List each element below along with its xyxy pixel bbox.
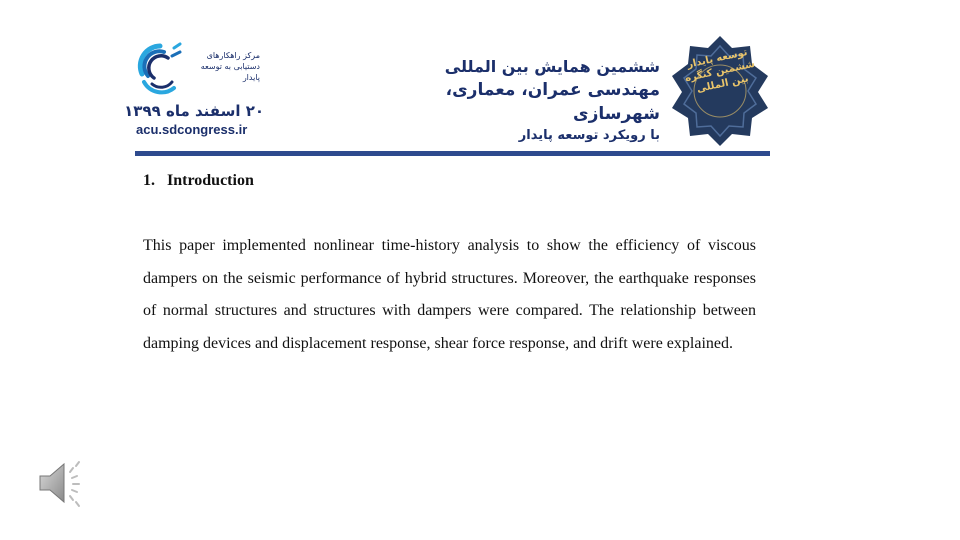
conference-emblem [668, 34, 772, 148]
header [0, 0, 960, 160]
site-url[interactable]: acu.sdcongress.ir [136, 122, 248, 137]
conference-title-line2: مهندسی عمران، معماری، شهرسازی [445, 80, 660, 124]
header-divider [135, 151, 770, 156]
paper-content [143, 170, 756, 360]
speaker-icon[interactable] [36, 458, 92, 508]
conference-title [405, 56, 660, 146]
section-title: Introduction [167, 172, 254, 189]
section-number: 1. [143, 172, 155, 189]
body-paragraph: This paper implemented nonlinear time-history analysis to show the efficiency of viscous dampers on the seismic performance of hybrid structures. Moreover, the earthquake responses of normal structures and structures with dampers were compared. The relationship between damping devices and displacement response, shear force response, and drift were explained. [143, 237, 756, 352]
emblem-text: توسعه پایدار ششمین کنگره بین المللی [684, 47, 756, 96]
congress-logo [124, 38, 264, 138]
event-date: ۲۰ اسفند ماه ۱۳۹۹ [124, 102, 264, 120]
section-heading [143, 170, 756, 192]
conference-title-line3: با رویکرد توسعه پایدار [518, 128, 660, 143]
org-name: مرکز راهکارهای دستیابی به توسعه پایدار [200, 51, 260, 82]
swirl-logo-icon [134, 38, 186, 96]
conference-title-line1: ششمین همایش بین المللی [444, 57, 660, 76]
